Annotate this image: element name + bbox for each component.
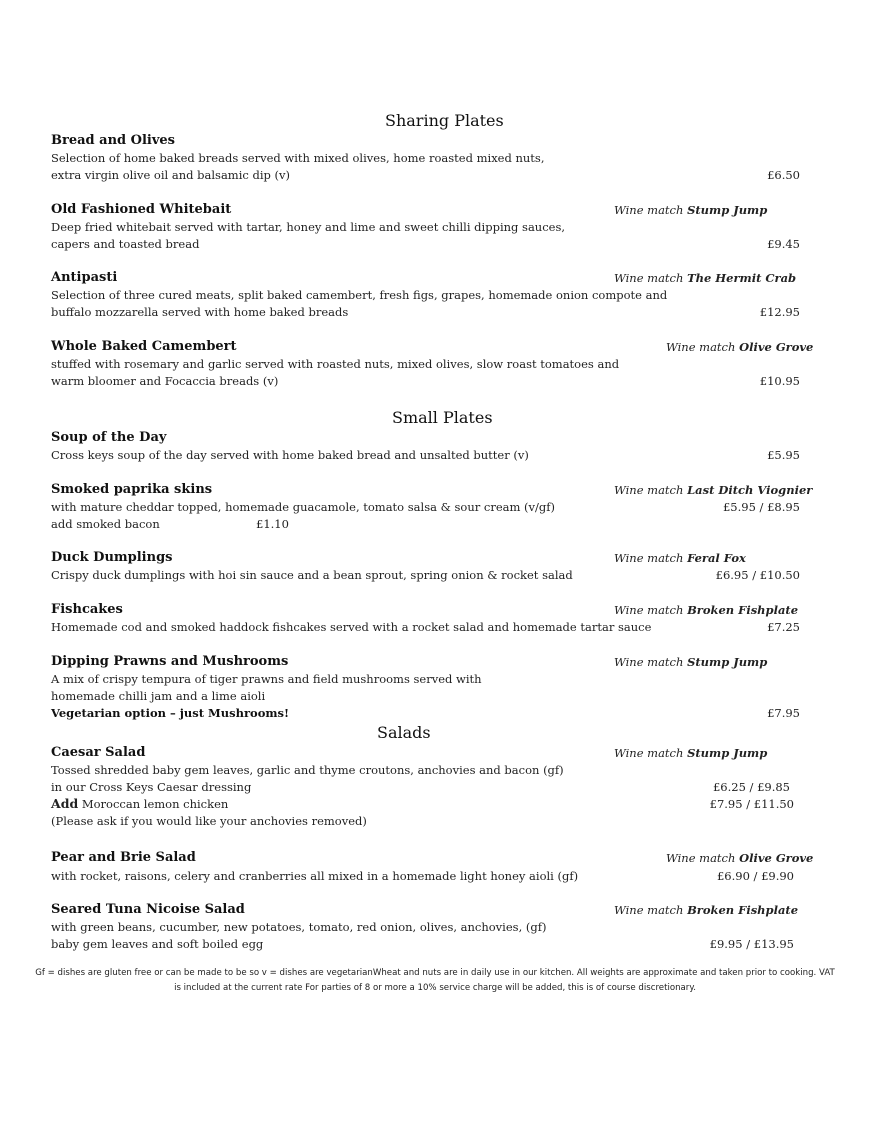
wine-match-name: The Hermit Crab bbox=[687, 271, 797, 285]
wine-match-label: Wine match bbox=[614, 655, 684, 669]
dish-name: Fishcakes bbox=[51, 602, 123, 617]
dish-price: £6.90 / £9.90 bbox=[716, 869, 794, 883]
wine-match-name: Stump Jump bbox=[687, 655, 768, 669]
dish-description: baby gem leaves and soft boiled egg bbox=[51, 937, 264, 951]
dish-description: Cross keys soup of the day served with home baked bread and unsalted butter (v) bbox=[51, 448, 529, 462]
wine-match-label: Wine match bbox=[614, 203, 684, 217]
dish-addon-price: £7.95 / £11.50 bbox=[709, 797, 794, 811]
wine-match-label: Wine match bbox=[666, 851, 736, 865]
wine-match bbox=[614, 203, 767, 217]
dish-price: £5.95 bbox=[767, 448, 800, 462]
wine-match-name: Feral Fox bbox=[687, 551, 746, 565]
dish-name: Antipasti bbox=[51, 270, 118, 285]
wine-match-name: Stump Jump bbox=[687, 746, 768, 760]
dish-name: Soup of the Day bbox=[51, 430, 167, 445]
dish-name: Bread and Olives bbox=[51, 133, 175, 148]
dish-description: warm bloomer and Focaccia breads (v) bbox=[51, 374, 279, 388]
dish-description: with rocket, raisons, celery and cranberries all mixed in a homemade light honey aioli (gf) bbox=[51, 869, 579, 883]
wine-match-name: Olive Grove bbox=[739, 851, 814, 865]
wine-match-label: Wine match bbox=[614, 551, 684, 565]
wine-match-label: Wine match bbox=[614, 271, 684, 285]
dish-description: in our Cross Keys Caesar dressing bbox=[51, 780, 252, 794]
dish-addon bbox=[51, 796, 228, 811]
section-title-sharing-plates: Sharing Plates bbox=[385, 111, 504, 130]
dish-price: £7.95 bbox=[767, 706, 800, 720]
dish-name: Seared Tuna Nicoise Salad bbox=[51, 902, 245, 917]
dish-description: Homemade cod and smoked haddock fishcakes served with a rocket salad and homemade tartar sauce bbox=[51, 620, 652, 634]
dish-price: £7.25 bbox=[767, 620, 800, 634]
wine-match-label: Wine match bbox=[614, 903, 684, 917]
dish-description: stuffed with rosemary and garlic served with roasted nuts, mixed olives, slow roast tomatoes and bbox=[51, 357, 620, 371]
dish-addon: add smoked bacon bbox=[51, 517, 160, 531]
dish-price: £6.95 / £10.50 bbox=[715, 568, 800, 582]
dish-description: with green beans, cucumber, new potatoes, tomato, red onion, olives, anchovies, (gf) bbox=[51, 920, 547, 934]
footer-service-note: is included at the current rate For parties of 8 or more a 10% service charge will be added, this is of course discretionary. bbox=[174, 983, 696, 993]
dish-name: Dipping Prawns and Mushrooms bbox=[51, 654, 289, 669]
wine-match bbox=[666, 340, 813, 354]
wine-match-name: Broken Fishplate bbox=[687, 603, 799, 617]
dish-description: Selection of home baked breads served with mixed olives, home roasted mixed nuts, bbox=[51, 151, 545, 165]
dish-description: A mix of crispy tempura of tiger prawns and field mushrooms served with bbox=[51, 672, 482, 686]
dish-description: Deep fried whitebait served with tartar, honey and lime and sweet chilli dipping sauces, bbox=[51, 220, 566, 234]
dish-name: Whole Baked Camembert bbox=[51, 339, 237, 354]
dish-price: £9.95 / £13.95 bbox=[709, 937, 794, 951]
dish-description: buffalo mozzarella served with home baked breads bbox=[51, 305, 349, 319]
dish-name: Smoked paprika skins bbox=[51, 482, 213, 497]
dish-price: £6.50 bbox=[767, 168, 800, 182]
wine-match-label: Wine match bbox=[614, 746, 684, 760]
dish-description: Selection of three cured meats, split baked camembert, fresh figs, grapes, homemade onion compote and bbox=[51, 288, 668, 302]
wine-match bbox=[614, 903, 798, 917]
wine-match bbox=[614, 551, 746, 565]
dish-name: Old Fashioned Whitebait bbox=[51, 202, 232, 217]
dish-description: Crispy duck dumplings with hoi sin sauce and a bean sprout, spring onion & rocket salad bbox=[51, 568, 573, 582]
dish-price: £12.95 bbox=[759, 305, 800, 319]
section-title-salads: Salads bbox=[377, 723, 431, 742]
wine-match-name: Stump Jump bbox=[687, 203, 768, 217]
wine-match bbox=[614, 271, 796, 285]
dish-price: £6.25 / £9.85 bbox=[712, 780, 790, 794]
dish-description: extra virgin olive oil and balsamic dip (v) bbox=[51, 168, 291, 182]
dish-addon-price: £1.10 bbox=[256, 517, 289, 531]
footer-allergen-note: Gf = dishes are gluten free or can be made to be so v = dishes are vegetarianWheat and nuts are in daily use in our kitchen. All weights are approximate and taken prior to cooking. VAT bbox=[35, 968, 835, 978]
wine-match-label: Wine match bbox=[614, 483, 684, 497]
dish-name: Caesar Salad bbox=[51, 745, 146, 760]
wine-match bbox=[614, 655, 767, 669]
section-title-small-plates: Small Plates bbox=[392, 408, 493, 427]
add-text: Moroccan lemon chicken bbox=[81, 797, 229, 811]
wine-match-name: Broken Fishplate bbox=[687, 903, 799, 917]
wine-match-label: Wine match bbox=[614, 603, 684, 617]
dish-name: Duck Dumplings bbox=[51, 550, 173, 565]
add-label: Add bbox=[51, 796, 79, 811]
wine-match bbox=[614, 746, 767, 760]
wine-match bbox=[614, 603, 798, 617]
wine-match bbox=[666, 851, 813, 865]
dish-description: capers and toasted bread bbox=[51, 237, 200, 251]
dish-extra-note: (Please ask if you would like your anchovies removed) bbox=[51, 814, 367, 828]
wine-match-label: Wine match bbox=[666, 340, 736, 354]
dish-description: homemade chilli jam and a lime aioli bbox=[51, 689, 266, 703]
dish-description: with mature cheddar topped, homemade guacamole, tomato salsa & sour cream (v/gf) bbox=[51, 500, 556, 514]
wine-match-name: Olive Grove bbox=[739, 340, 814, 354]
dish-name: Pear and Brie Salad bbox=[51, 850, 196, 865]
dish-description: Tossed shredded baby gem leaves, garlic and thyme croutons, anchovies and bacon (gf) bbox=[51, 763, 564, 777]
wine-match-name: Last Ditch Viognier bbox=[687, 483, 813, 497]
dish-price: £5.95 / £8.95 bbox=[722, 500, 800, 514]
dish-price: £9.45 bbox=[767, 237, 800, 251]
wine-match bbox=[614, 483, 812, 497]
dish-price: £10.95 bbox=[759, 374, 800, 388]
vegetarian-option-note: Vegetarian option – just Mushrooms! bbox=[51, 706, 290, 720]
